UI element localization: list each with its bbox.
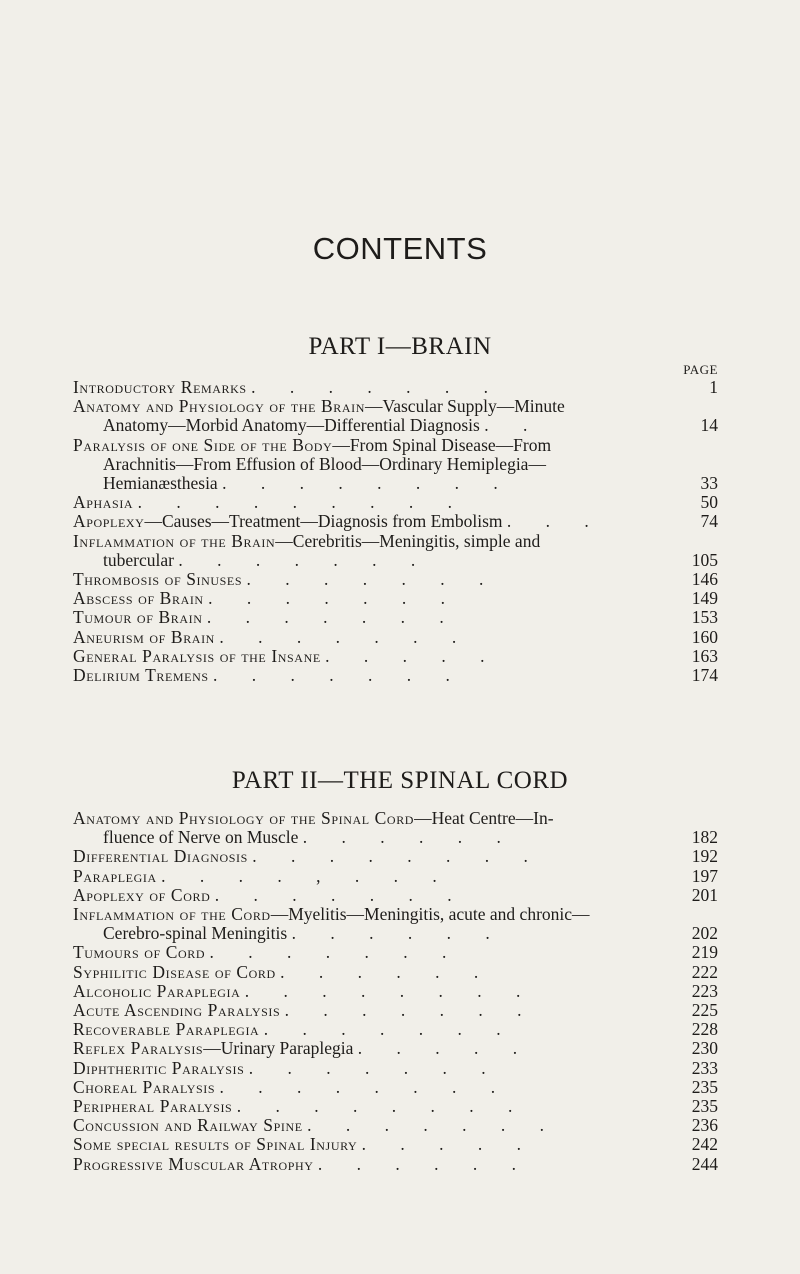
part-heading-spinal-cord: PART II—THE SPINAL CORD <box>231 767 569 794</box>
toc-entry[interactable] <box>73 943 718 962</box>
dot-leader: . . . . , . . . <box>161 865 452 886</box>
toc-entry-text <box>73 963 718 982</box>
toc-entry[interactable] <box>73 1078 718 1097</box>
page-number: 235 <box>691 1076 718 1097</box>
toc-entry-heading: Anatomy and Physiology of the Spinal Cord <box>73 808 415 828</box>
toc-entry-first-line <box>73 589 660 608</box>
toc-entry[interactable] <box>73 1059 718 1078</box>
toc-entry-text <box>73 608 718 627</box>
toc-entry-text <box>73 1135 718 1154</box>
toc-entry[interactable] <box>73 647 718 666</box>
toc-entry-last-line: Hemianæsthesia <box>103 473 218 494</box>
page-number: 163 <box>691 645 718 666</box>
toc-entry[interactable] <box>73 589 718 608</box>
toc-entry[interactable] <box>73 847 718 866</box>
toc-entry-first-line <box>73 1155 660 1174</box>
toc-entry-text <box>73 647 718 666</box>
toc-entry-subtopics: —Heat Centre—In- <box>414 808 554 828</box>
toc-entry-heading: Apoplexy <box>73 511 145 532</box>
toc-entry-last-line: tubercular <box>103 549 174 570</box>
page-number: 197 <box>691 865 718 886</box>
toc-entry-continuation <box>73 924 660 943</box>
page-number: 202 <box>691 923 718 944</box>
toc-entry-heading: Aphasia <box>73 492 134 513</box>
dot-leader: . . . . . . . . <box>252 846 543 867</box>
toc-entry[interactable] <box>73 532 718 570</box>
contents-list-spinal-cord <box>73 809 718 1174</box>
toc-entry-heading: Introductory Remarks <box>73 377 247 397</box>
toc-entry-first-line <box>73 1135 660 1154</box>
toc-entry[interactable] <box>73 1155 718 1174</box>
toc-entry-heading: Recoverable Paraplegia <box>73 1019 260 1040</box>
toc-entry[interactable] <box>73 397 718 435</box>
toc-entry-heading: Acute Ascending Paralysis <box>73 1000 281 1021</box>
toc-entry-first-line <box>73 647 660 666</box>
toc-entry-first-line <box>73 867 660 886</box>
toc-entry-heading: Paralysis of one Side of the Body <box>73 434 333 455</box>
toc-entry[interactable] <box>73 628 718 647</box>
toc-entry-first-line <box>73 493 660 512</box>
dot-leader: . . . . . . <box>280 961 494 982</box>
page-number: 1 <box>709 377 718 397</box>
toc-entry-text <box>73 1116 718 1135</box>
toc-entry[interactable] <box>73 1001 718 1020</box>
toc-entry-heading: Delirium Tremens <box>73 665 209 686</box>
toc-entry-continuation <box>73 828 660 847</box>
toc-entry-text <box>73 1097 718 1116</box>
dot-leader: . . . . . <box>325 645 500 666</box>
toc-entry-text <box>73 397 718 435</box>
toc-entry-heading: Apoplexy of Cord <box>73 884 211 905</box>
dot-leader: . . . . . . . <box>251 377 503 397</box>
page-number: 50 <box>700 492 718 513</box>
page-number: 244 <box>691 1153 718 1174</box>
toc-entry-first-line <box>73 378 660 397</box>
page-number: 222 <box>691 961 718 982</box>
toc-entry-subtopics: —Cerebritis—Meningitis, simple and <box>275 530 541 551</box>
toc-entry-heading: Inflammation of the Cord <box>73 904 271 925</box>
toc-entry-text <box>73 1078 718 1097</box>
toc-entry-subtopics: —Myelitis—Meningitis, acute and chronic— <box>270 904 590 925</box>
toc-entry-text <box>73 570 718 589</box>
dot-leader: . . . . . . <box>317 1153 532 1174</box>
toc-entry-first-line <box>73 1116 660 1135</box>
toc-entry-first-line <box>73 1078 660 1097</box>
toc-entry[interactable] <box>73 493 718 512</box>
toc-entry-subtopics: —Vascular Supply—Minute <box>365 396 565 417</box>
page-number: 201 <box>691 884 718 905</box>
page-number: 192 <box>691 846 718 867</box>
toc-entry-first-line <box>73 905 660 924</box>
toc-entry-heading: Abscess of Brain <box>73 588 204 609</box>
toc-entry-heading: Tumour of Brain <box>73 607 203 628</box>
toc-entry[interactable] <box>73 1097 718 1116</box>
toc-entry-text <box>73 809 718 847</box>
contents-list-brain <box>73 378 718 685</box>
toc-entry-first-line <box>73 532 660 551</box>
toc-entry[interactable] <box>73 436 718 494</box>
dot-leader: . . . . . . . . . <box>137 492 467 513</box>
toc-entry-first-line <box>73 847 660 866</box>
dot-leader: . . . . . . . <box>178 549 431 570</box>
toc-entry-heading: Some special results of Spinal Injury <box>73 1134 358 1155</box>
toc-entry[interactable] <box>73 1135 718 1154</box>
page-number: 223 <box>691 980 718 1001</box>
toc-entry[interactable] <box>73 570 718 589</box>
toc-entry-subtopics: —Causes—Treatment—Diagnosis from Embolism <box>144 511 503 532</box>
toc-entry-first-line <box>73 809 660 828</box>
toc-entry[interactable] <box>73 608 718 627</box>
page-number: 74 <box>700 511 718 532</box>
toc-entry-first-line <box>73 963 660 982</box>
page-column-label: PAGE <box>683 362 718 377</box>
dot-leader: . . . <box>506 511 604 532</box>
toc-entry-last-line: fluence of Nerve on Muscle <box>103 827 299 848</box>
toc-entry-heading: Progressive Muscular Atrophy <box>73 1153 314 1174</box>
toc-entry-continuation: Arachnitis—From Effusion of Blood—Ordinary Hemiplegia— <box>103 453 546 474</box>
toc-entry[interactable] <box>73 982 718 1001</box>
toc-entry-first-line <box>73 628 660 647</box>
toc-entry-last-line: Cerebro-spinal Meningitis <box>103 923 288 944</box>
page-number: 33 <box>700 473 718 494</box>
toc-entry-text <box>73 628 718 647</box>
toc-entry-text <box>73 436 718 494</box>
toc-entry-heading: Alcoholic Paraplegia <box>73 980 241 1001</box>
dot-leader: . . . . . . <box>291 923 505 944</box>
toc-entry-heading: Differential Diagnosis <box>73 846 248 867</box>
toc-entry[interactable] <box>73 666 718 685</box>
toc-entry[interactable] <box>73 378 718 397</box>
toc-entry[interactable] <box>73 1039 718 1058</box>
toc-entry-first-line <box>73 512 660 531</box>
toc-entry-text <box>73 1020 718 1039</box>
toc-entry-text <box>73 378 718 397</box>
toc-entry[interactable] <box>73 1020 718 1039</box>
dot-leader: . . . . . . . . <box>222 473 513 494</box>
toc-entry-heading: Tumours of Cord <box>73 942 206 963</box>
dot-leader: . . . . . . . <box>219 626 472 647</box>
toc-entry-text <box>73 1039 718 1058</box>
page-number: 105 <box>691 549 718 570</box>
toc-entry-first-line <box>73 1039 660 1058</box>
dot-leader: . . . . . . . . <box>219 1076 511 1097</box>
dot-leader: . . . . . . . <box>248 1057 501 1078</box>
toc-entry-subtopics: —From Spinal Disease—From <box>332 434 552 455</box>
toc-entry-first-line <box>73 608 660 627</box>
toc-entry-text <box>73 886 718 905</box>
toc-entry-first-line <box>73 436 660 455</box>
toc-entry-heading: Anatomy and Physiology of the Brain <box>73 396 366 417</box>
toc-entry-heading: Inflammation of the Brain <box>73 530 276 551</box>
dot-leader: . . . . . <box>357 1038 533 1059</box>
toc-entry-first-line <box>73 570 660 589</box>
toc-entry-heading: General Paralysis of the Insane <box>73 645 321 666</box>
toc-entry-text <box>73 867 718 886</box>
toc-entry-text <box>73 943 718 962</box>
toc-entry-heading: Diphtheritic Paralysis <box>73 1057 245 1078</box>
page-number: 242 <box>691 1134 718 1155</box>
dot-leader: . . . . . . <box>302 827 516 848</box>
toc-entry-heading: Reflex Paralysis <box>73 1038 204 1059</box>
page-number: 236 <box>691 1115 718 1136</box>
dot-leader: . . . . . . . <box>213 665 465 686</box>
page-number: 219 <box>691 942 718 963</box>
toc-entry-continuation <box>73 416 660 435</box>
toc-entry-text <box>73 905 718 943</box>
toc-entry-heading: Choreal Paralysis <box>73 1076 216 1097</box>
toc-entry-heading: Concussion and Railway Spine <box>73 1115 303 1136</box>
toc-entry-heading: Paraplegia <box>73 865 157 886</box>
toc-entry-first-line <box>73 1020 660 1039</box>
toc-entry-continuation <box>73 551 660 570</box>
toc-entry-text <box>73 666 718 685</box>
dot-leader: . . . . . . . <box>214 884 467 905</box>
page-number: 182 <box>691 827 718 848</box>
page-number: 235 <box>691 1096 718 1117</box>
toc-entry-text <box>73 1059 718 1078</box>
toc-entry[interactable] <box>73 512 718 531</box>
toc-entry[interactable] <box>73 867 718 886</box>
dot-leader: . . . . . . . <box>263 1019 516 1040</box>
toc-entry-heading: Syphilitic Disease of Cord <box>73 961 276 982</box>
toc-entry-first-line <box>73 666 660 685</box>
page-number: 225 <box>691 1000 718 1021</box>
dot-leader: . . . . . . . <box>246 569 499 590</box>
dot-leader: . . . . . . . <box>284 1000 537 1021</box>
toc-entry-heading: Thrombosis of Sinuses <box>73 569 243 590</box>
dot-leader: . . . . . . . <box>206 607 459 628</box>
toc-entry-first-line <box>73 1001 660 1020</box>
page-number: 146 <box>691 569 718 590</box>
page-number: 228 <box>691 1019 718 1040</box>
dot-leader: . . . . . . . <box>209 942 462 963</box>
page-number: 149 <box>691 588 718 609</box>
dot-leader: . . <box>484 415 543 436</box>
toc-entry-text <box>73 589 718 608</box>
dot-leader: . . . . . . . . <box>236 1096 528 1117</box>
toc-entry-text <box>73 493 718 512</box>
toc-entry-text <box>73 512 718 531</box>
toc-entry[interactable] <box>73 809 718 847</box>
toc-entry-first-line <box>73 943 660 962</box>
toc-entry-last-line: Anatomy—Morbid Anatomy—Differential Diagnosis <box>103 415 480 436</box>
toc-entry-continuation <box>73 474 660 493</box>
page-number: 174 <box>691 665 718 686</box>
toc-entry-heading: Aneurism of Brain <box>73 626 215 647</box>
toc-entry[interactable] <box>73 905 718 943</box>
page-number: 153 <box>691 607 718 628</box>
page-number: 230 <box>691 1038 718 1059</box>
toc-entry-first-line <box>73 397 660 416</box>
dot-leader: . . . . . . . . <box>244 980 536 1001</box>
toc-entry-text <box>73 532 718 570</box>
toc-entry[interactable] <box>73 1116 718 1135</box>
part-heading-brain: PART I—BRAIN <box>308 333 492 360</box>
toc-entry-text <box>73 1001 718 1020</box>
toc-entry-first-line <box>73 1097 660 1116</box>
page-number: 160 <box>691 626 718 647</box>
toc-entry[interactable] <box>73 963 718 982</box>
page-number: 14 <box>700 415 718 436</box>
toc-entry[interactable] <box>73 886 718 905</box>
toc-entry-first-line <box>73 1059 660 1078</box>
dot-leader: . . . . . <box>361 1134 537 1155</box>
dot-leader: . . . . . . . <box>208 588 460 609</box>
toc-entry-text <box>73 982 718 1001</box>
toc-entry-heading: Peripheral Paralysis <box>73 1096 233 1117</box>
toc-entry-first-line <box>73 886 660 905</box>
toc-entry-text <box>73 847 718 866</box>
toc-entry-subtopics: —Urinary Paraplegia <box>203 1038 354 1059</box>
page-title: CONTENTS <box>312 231 488 266</box>
page-number: 233 <box>691 1057 718 1078</box>
toc-entry-text <box>73 1155 718 1174</box>
toc-entry-first-line <box>73 982 660 1001</box>
dot-leader: . . . . . . . <box>307 1115 559 1136</box>
